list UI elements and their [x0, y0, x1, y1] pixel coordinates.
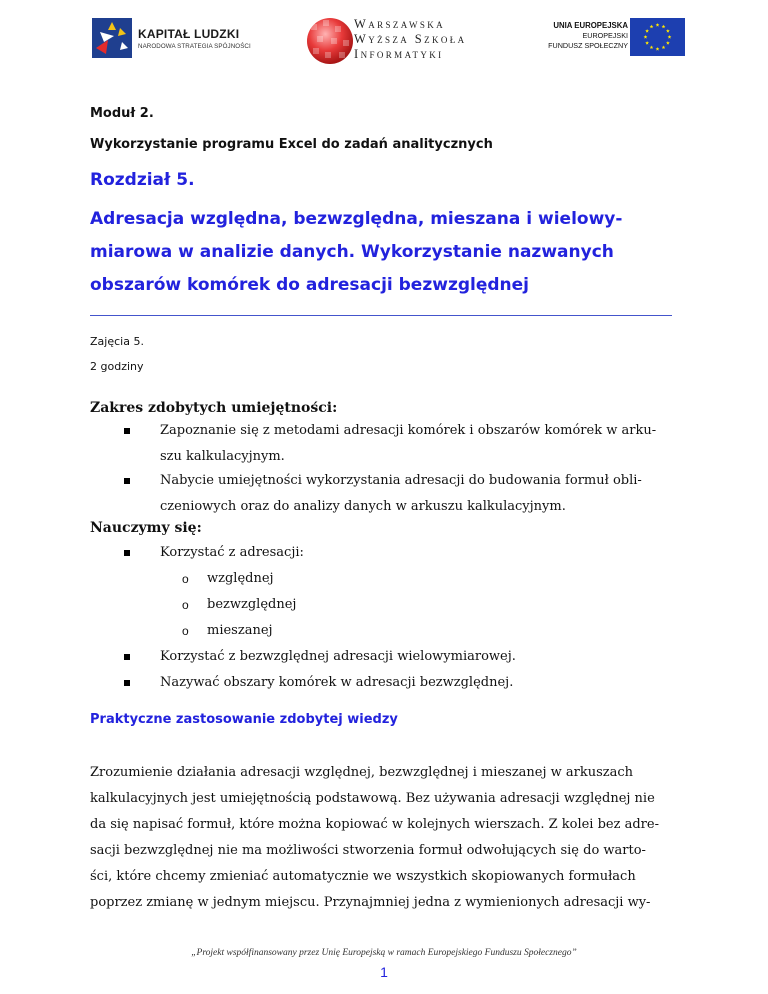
paragraph-line: poprzez zmianę w jednym miejscu. Przynajmniej jedna z wymienionych adresacji wy- [90, 895, 651, 910]
kapital-ludzki-emblem-icon [92, 18, 132, 58]
wwsi-name [354, 17, 467, 62]
chapter-title-line: Adresacja względna, bezwzględna, mieszana i wielowy- [90, 209, 623, 229]
learning-heading: Nauczymy się: [90, 520, 202, 536]
wwsi-line-2: Wyższa Szkoła [354, 32, 467, 46]
learning-item [160, 670, 513, 696]
ue-line-1: UNIA EUROPEJSKA [553, 21, 628, 30]
skills-heading: Zakres zdobytych umiejętności: [90, 400, 338, 416]
class-number: Zajęcia 5. [90, 335, 144, 348]
ue-line-2: EUROPEJSKI [582, 31, 628, 40]
chapter-title [90, 203, 690, 302]
learning-subitem-text: względnej [207, 571, 274, 586]
wwsi-line-1: Warszawska [354, 17, 446, 31]
learning-item [160, 540, 304, 566]
title-divider [90, 315, 672, 316]
learning-item-text: Korzystać z adresacji: [160, 545, 304, 560]
wwsi-sphere-icon [305, 16, 355, 66]
skills-item-line: czeniowych oraz do analizy danych w arkuszu kalkulacyjnym. [160, 499, 566, 514]
learning-item-text: Korzystać z bezwzględnej adresacji wielowymiarowej. [160, 649, 516, 664]
skills-item [160, 418, 680, 470]
practical-paragraph [90, 760, 678, 916]
square-bullet-icon [124, 654, 130, 660]
practical-heading: Praktyczne zastosowanie zdobytej wiedzy [90, 712, 398, 727]
paragraph-line: Zrozumienie działania adresacji względnej, bezwzględnej i mieszanej w arkuszach [90, 765, 634, 780]
circle-bullet-icon: o [182, 624, 189, 638]
kapital-ludzki-logo [92, 18, 252, 58]
learning-subitem-text: bezwzględnej [207, 597, 297, 612]
ue-text [548, 20, 628, 50]
skills-item-line: Zapoznanie się z metodami adresacji komórek i obszarów komórek w arku- [160, 423, 657, 438]
footer-note: „Projekt współfinansowany przez Unię Europejską w ramach Europejskiego Funduszu Społecznego” [191, 948, 577, 958]
circle-bullet-icon: o [182, 572, 189, 586]
square-bullet-icon [124, 428, 130, 434]
learning-subitem [182, 618, 273, 644]
chapter-number: Rozdział 5. [90, 170, 195, 190]
class-duration: 2 godziny [90, 360, 144, 373]
wwsi-logo [305, 16, 505, 68]
page-number: 1 [380, 964, 388, 980]
circle-bullet-icon: o [182, 598, 189, 612]
paragraph-line: sacji bezwzględnej nie ma możliwości stworzenia formuł odwołujących się do warto- [90, 843, 646, 858]
chapter-title-line: miarowa w analizie danych. Wykorzystanie nazwanych [90, 242, 614, 262]
learning-subitem-text: mieszanej [207, 623, 273, 638]
ue-line-3: FUNDUSZ SPOŁECZNY [548, 40, 628, 50]
square-bullet-icon [124, 550, 130, 556]
square-bullet-icon [124, 478, 130, 484]
eu-flag-icon [630, 18, 685, 56]
unia-europejska-logo [545, 18, 685, 60]
kapital-ludzki-title: KAPITAŁ LUDZKI [138, 27, 240, 41]
paragraph-line: kalkulacyjnych jest umiejętnością podstawową. Bez używania adresacji względnej nie [90, 791, 655, 806]
learning-item-text: Nazywać obszary komórek w adresacji bezwzględnej. [160, 675, 514, 690]
paragraph-line: ści, które chcemy zmieniać automatycznie we wszystkich skopiowanych formułach [90, 869, 636, 884]
module-label: Moduł 2. [90, 106, 154, 121]
learning-subitem [182, 566, 274, 592]
skills-item-line: Nabycie umiejętności wykorzystania adresacji do budowania formuł obli- [160, 473, 642, 488]
square-bullet-icon [124, 680, 130, 686]
learning-item [160, 644, 516, 670]
wwsi-line-3: Informatyki [354, 47, 444, 61]
skills-item [160, 468, 680, 520]
module-title: Wykorzystanie programu Excel do zadań analitycznych [90, 137, 493, 152]
paragraph-line: da się napisać formuł, które można kopiować w kolejnych wierszach. Z kolei bez adre- [90, 817, 659, 832]
skills-item-line: szu kalkulacyjnym. [160, 449, 285, 464]
learning-subitem [182, 592, 297, 618]
kapital-ludzki-subtitle: NARODOWA STRATEGIA SPÓJNOŚCI [138, 43, 251, 50]
chapter-title-line: obszarów komórek do adresacji bezwzględnej [90, 275, 529, 295]
